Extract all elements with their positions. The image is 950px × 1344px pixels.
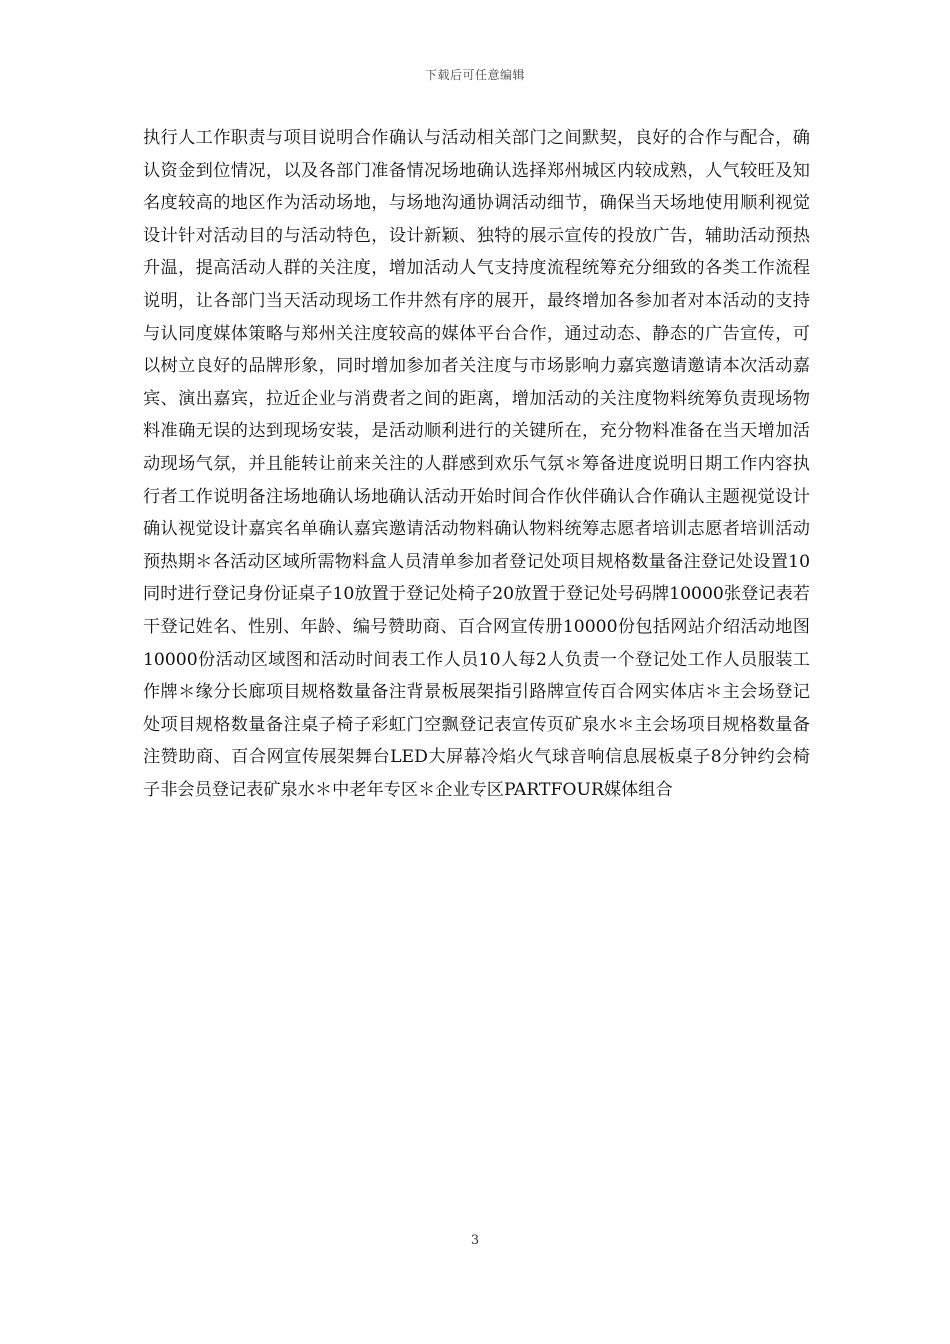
body-paragraph: 执行人工作职责与项目说明合作确认与活动相关部门之间默契，良好的合作与配合，确认资金到位情况，以及各部门准备情况场地确认选择郑州城区内较成熟，人气较旺及知名度较高的地区作为活动场地，与场地沟通协调活动细节，确保当天场地使用顺利视觉设计针对活动目的与活动特色，设计新颖、独特的展示宣传的投放广告，辅助活动预热升温，提高活动人群的关注度，增加活动人气支持度流程统筹充分细致的各类工作流程说明，让各部门当天活动现场工作井然有序的展开，最终增加各参加者对本活动的支持与认同度媒体策略与郑州关注度较高的媒体平台合作，通过动态、静态的广告宣传，可以树立良好的品牌形象，同时增加参加者关注度与市场影响力嘉宾邀请邀请本次活动嘉宾、演出嘉宾，拉近企业与消费者之间的距离，增加活动的关注度物料统筹负责现场物料准确无误的达到现场安装，是活动顺利进行的关键所在，充分物料准备在当天增加活动现场气氛，并且能转让前来关注的人群感到欢乐气氛＊筹备进度说明日期工作内容执行者工作说明备注场地确认场地确认活动开始时间合作伙伴确认合作确认主题视觉设计确认视觉设计嘉宾名单确认嘉宾邀请活动物料确认物料统筹志愿者培训志愿者培训活动预热期＊各活动区域所需物料盒人员清单参加者登记处项目规格数量备注登记处设置10同时进行登记身份证桌子10放置于登记处椅子20放置于登记处号码牌10000张登记表若干登记姓名、性别、年龄、编号赞助商、百合网宣传册10000份包括网站介绍活动地图10000份活动区域图和活动时间表工作人员10人每2人负责一个登记处工作人员服装工作牌＊缘分长廊项目规格数量备注背景板展架指引路牌宣传百合网实体店＊主会场登记处项目规格数量备注桌子椅子彩虹门空飘登记表宣传页矿泉水＊主会场项目规格数量备注赞助商、百合网宣传展架舞台LED大屏幕冷焰火气球音响信息展板桌子8分钟约会椅子非会员登记表矿泉水＊中老年专区＊企业专区PARTFOUR媒体组合 (143, 128, 810, 800)
page-number: 3 (470, 1233, 480, 1248)
page-header-note: 下载后可任意编辑 (424, 68, 525, 82)
